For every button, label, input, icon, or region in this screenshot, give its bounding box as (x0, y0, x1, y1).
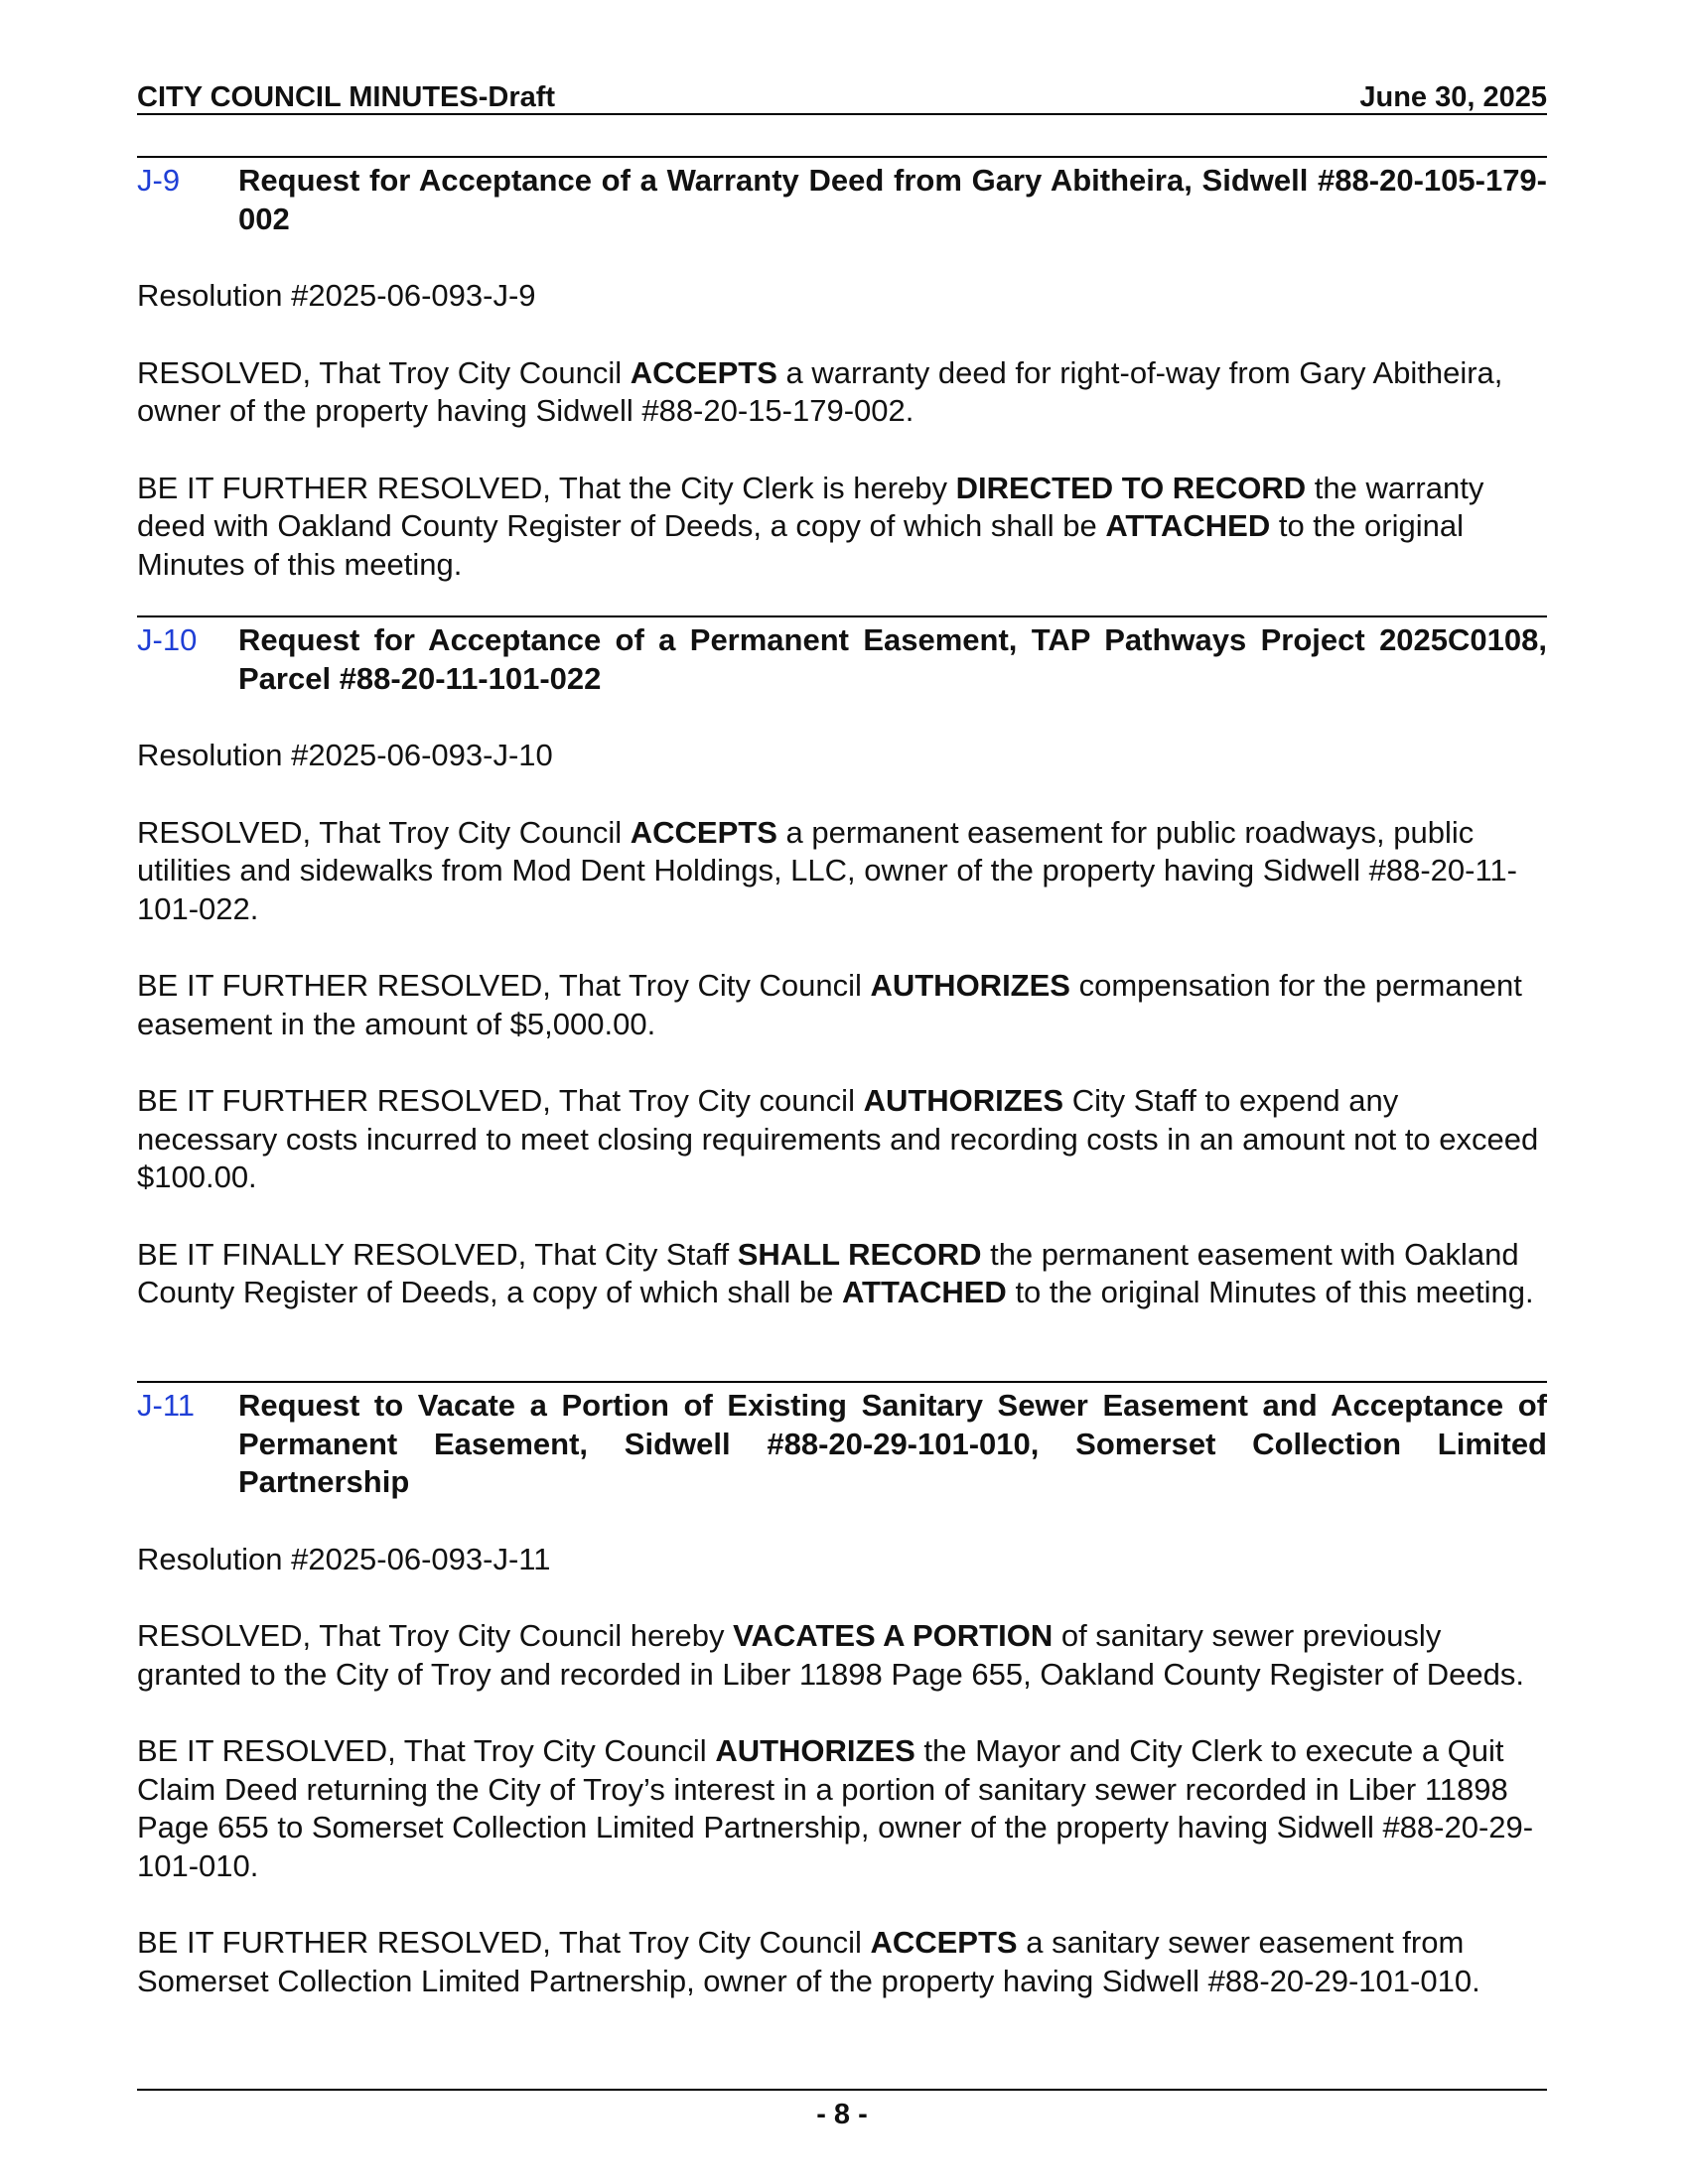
paragraph-text: BE IT RESOLVED, That Troy City Council (137, 1733, 716, 1768)
paragraph-text: the Mayor and City Clerk to execute a Quit Claim Deed returning the City of Troy’s interest in a portion of sanitary sewer recorded in Liber 11898 Page 655 to Somerset Collection Limited Partnership, owner of the property having Sidwell #88-20-29-101-010. (137, 1733, 1534, 1883)
agenda-item-code: J-9 (137, 163, 181, 198)
resolution-paragraph (137, 1236, 1547, 1312)
paragraph-text: the warranty deed with Oakland County Register of Deeds, a copy of which shall be (137, 470, 1484, 543)
paragraph-text: a permanent easement for public roadways, public utilities and sidewalks from Mod Dent Holdings, LLC, owner of the property having Sidwell #88-20-11-101-022. (137, 814, 1517, 926)
resolution-paragraph (137, 1617, 1547, 1694)
agenda-item-heading (137, 162, 1547, 238)
emphasized-action-text: ATTACHED (841, 1275, 1007, 1309)
resolution-number: Resolution #2025-06-093-J-10 (137, 738, 553, 772)
paragraph-text: BE IT FURTHER RESOLVED, That Troy City Council (137, 1925, 871, 1960)
agenda-item-code: J-10 (137, 622, 198, 657)
resolution-paragraph (137, 1732, 1547, 1885)
agenda-item-j11 (137, 1381, 1547, 2000)
emphasized-action-text: SHALL RECORD (737, 1236, 982, 1272)
emphasized-action-text: ACCEPTS (630, 354, 777, 390)
resolution-paragraph (137, 967, 1547, 1043)
document-title: CITY COUNCIL MINUTES-Draft (137, 81, 556, 113)
emphasized-action-text: DIRECTED TO RECORD (955, 470, 1307, 505)
agenda-item-title: Request for Acceptance of a Warranty Deed from Gary Abitheira, Sidwell #88-20-105-179-002 (238, 163, 1547, 236)
document-date: June 30, 2025 (1359, 81, 1547, 113)
paragraph-text: BE IT FINALLY RESOLVED, That City Staff (137, 1236, 738, 1272)
agenda-item-title: Request for Acceptance of a Permanent Easement, TAP Pathways Project 2025C0108, Parcel #88-20-11-101-022 (238, 622, 1547, 696)
paragraph-text: RESOLVED, That Troy City Council hereby (137, 1618, 734, 1653)
agenda-item-j10 (137, 615, 1547, 1312)
emphasized-action-text: VACATES A PORTION (733, 1618, 1054, 1653)
agenda-item-heading (137, 1387, 1547, 1502)
paragraph-text: the permanent easement with Oakland County Register of Deeds, a copy of which shall be (137, 1236, 1519, 1309)
section-divider (137, 615, 1547, 617)
resolution-paragraph (137, 470, 1547, 585)
page-header (137, 79, 1547, 115)
resolution-paragraph (137, 1082, 1547, 1197)
paragraph-text: BE IT FURTHER RESOLVED, That the City Clerk is hereby (137, 470, 956, 505)
paragraph-text: of sanitary sewer previously granted to the City of Troy and recorded in Liber 11898 Page 655, Oakland County Register of Deeds. (137, 1618, 1524, 1692)
resolution-number: Resolution #2025-06-093-J-9 (137, 278, 536, 313)
paragraph-text: to the original Minutes of this meeting. (1006, 1275, 1534, 1309)
agenda-item-heading (137, 621, 1547, 698)
paragraph-text: BE IT FURTHER RESOLVED, That Troy City council (137, 1083, 864, 1118)
resolution-paragraph (137, 1924, 1547, 2000)
section-divider (137, 1381, 1547, 1383)
section-divider (137, 156, 1547, 158)
resolution-number: Resolution #2025-06-093-J-11 (137, 1541, 551, 1576)
paragraph-text: to the original Minutes of this meeting. (137, 508, 1464, 582)
emphasized-action-text: AUTHORIZES (863, 1083, 1064, 1118)
paragraph-text: compensation for the permanent easement in the amount of $5,000.00. (137, 968, 1522, 1041)
paragraph-text: RESOLVED, That Troy City Council (137, 354, 631, 390)
paragraph-text: RESOLVED, That Troy City Council (137, 814, 631, 850)
resolution-paragraph (137, 354, 1547, 431)
paragraph-text: BE IT FURTHER RESOLVED, That Troy City Council (137, 968, 871, 1003)
emphasized-action-text: ACCEPTS (630, 814, 777, 850)
page-footer (137, 2089, 1547, 2131)
agenda-item-code: J-11 (137, 1388, 196, 1423)
paragraph-text: a sanitary sewer easement from Somerset Collection Limited Partnership, owner of the property having Sidwell #88-20-29-101-010. (137, 1925, 1480, 1998)
agenda-item-j9 (137, 156, 1547, 584)
emphasized-action-text: AUTHORIZES (715, 1733, 915, 1768)
emphasized-action-text: ACCEPTS (870, 1925, 1018, 1960)
emphasized-action-text: ATTACHED (1105, 508, 1271, 543)
paragraph-text: a warranty deed for right-of-way from Gary Abitheira, owner of the property having Sidwell #88-20-15-179-002. (137, 354, 1503, 428)
page-number: - 8 - (816, 2099, 868, 2130)
paragraph-text: City Staff to expend any necessary costs incurred to meet closing requirements and recording costs in an amount not to exceed $100.00. (137, 1083, 1539, 1194)
resolution-paragraph (137, 814, 1547, 929)
emphasized-action-text: AUTHORIZES (870, 968, 1070, 1003)
agenda-item-title: Request to Vacate a Portion of Existing Sanitary Sewer Easement and Acceptance of Permanent Easement, Sidwell #88-20-29-101-010, Somerset Collection Limited Partnership (238, 1388, 1547, 1499)
